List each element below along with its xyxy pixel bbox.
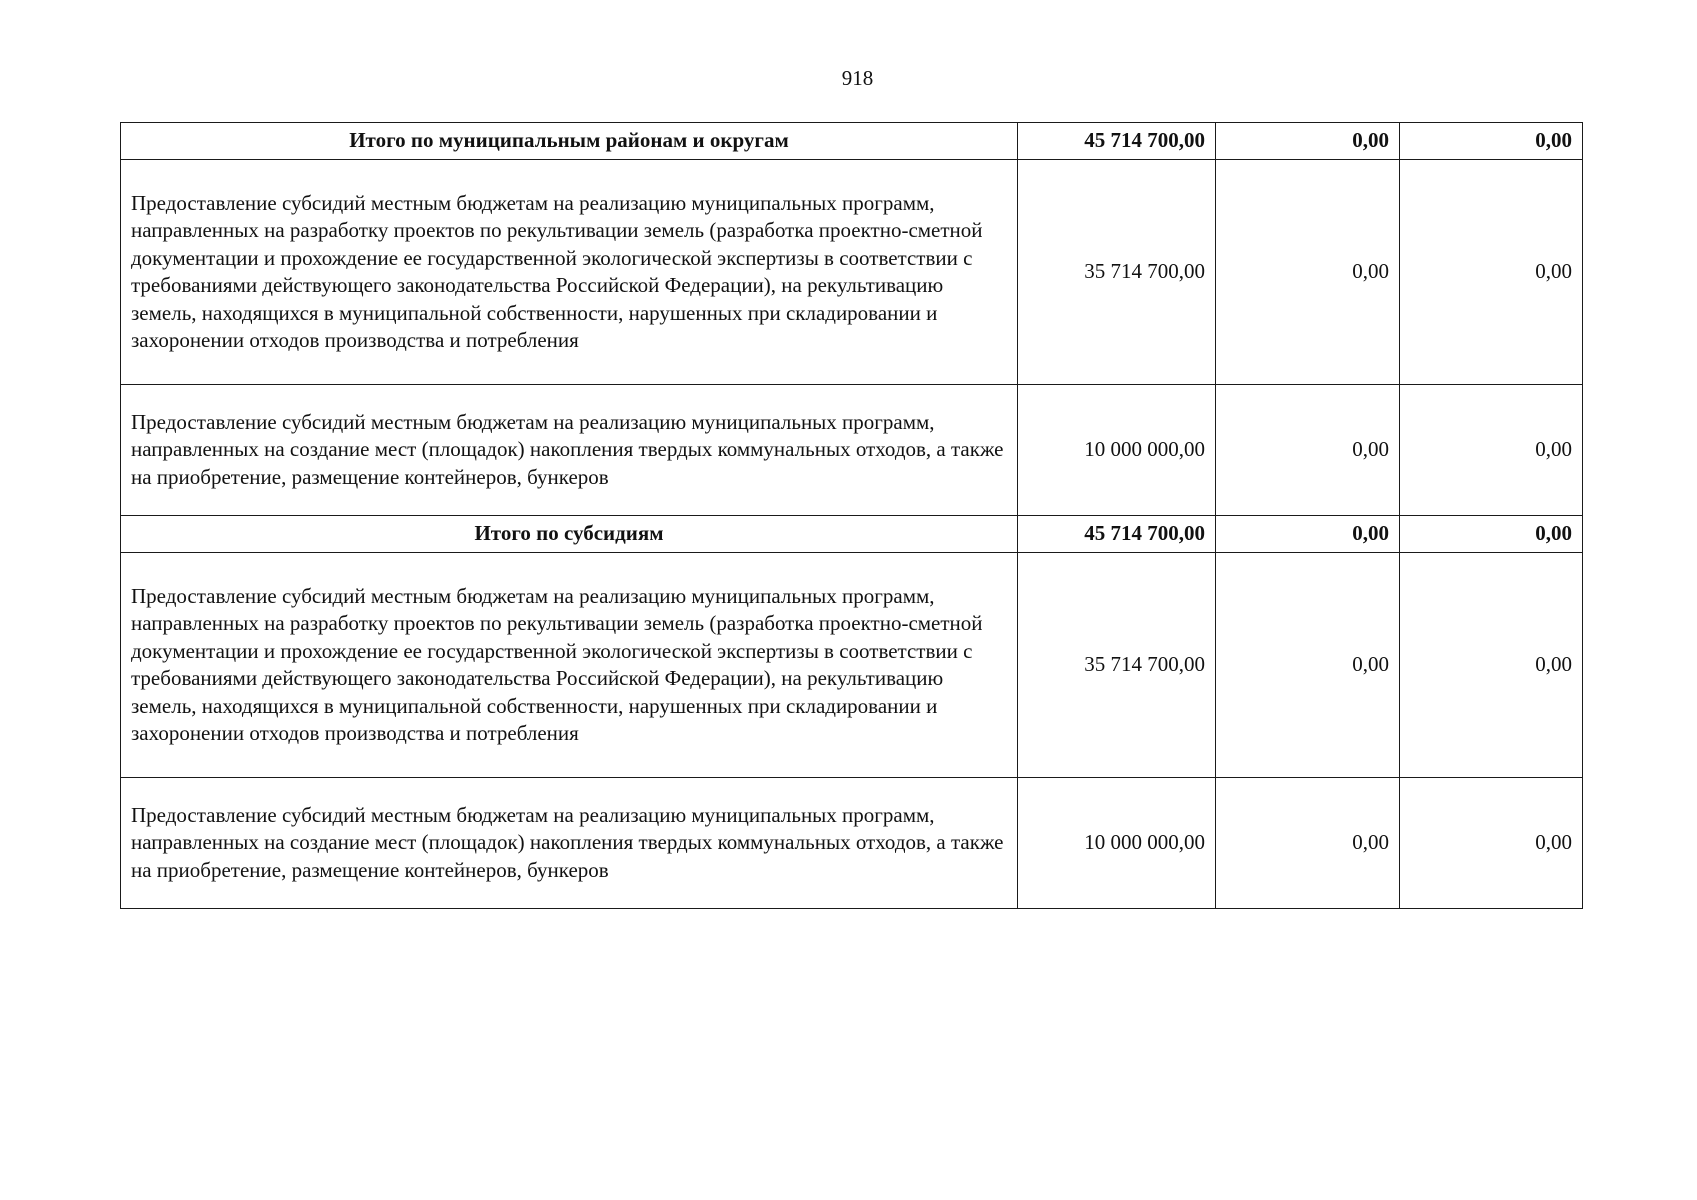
table-row [121,160,1583,385]
row-value-3: 0,00 [1400,778,1583,909]
table-row-total [121,123,1583,160]
table-row-total [121,516,1583,553]
row-value-3: 0,00 [1400,553,1583,778]
row-value-1: 35 714 700,00 [1018,160,1216,385]
row-value-2: 0,00 [1216,553,1400,778]
row-value-3: 0,00 [1400,516,1583,553]
row-value-1: 45 714 700,00 [1018,516,1216,553]
row-description: Предоставление субсидий местным бюджетам на реализацию муниципальных программ, направленных на разработку проектов по рекультивации земель (разработка проектно-сметной документации и прохождение ее государственной экологической экспертизы в соответствии с требованиями действующего законодательства Российской Федерации), на рекультивацию земель, находящихся в муниципальной собственности, нарушенных при складировании и захоронении отходов производства и потребления [121,553,1018,778]
row-value-2: 0,00 [1216,385,1400,516]
row-value-1: 35 714 700,00 [1018,553,1216,778]
row-value-2: 0,00 [1216,778,1400,909]
row-value-2: 0,00 [1216,123,1400,160]
row-value-3: 0,00 [1400,160,1583,385]
table-row [121,553,1583,778]
row-value-2: 0,00 [1216,160,1400,385]
row-description: Итого по субсидиям [121,516,1018,553]
row-description: Итого по муниципальным районам и округам [121,123,1018,160]
row-value-2: 0,00 [1216,516,1400,553]
row-value-1: 10 000 000,00 [1018,385,1216,516]
row-value-3: 0,00 [1400,123,1583,160]
budget-table [120,122,1583,909]
row-description: Предоставление субсидий местным бюджетам на реализацию муниципальных программ, направленных на разработку проектов по рекультивации земель (разработка проектно-сметной документации и прохождение ее государственной экологической экспертизы в соответствии с требованиями действующего законодательства Российской Федерации), на рекультивацию земель, находящихся в муниципальной собственности, нарушенных при складировании и захоронении отходов производства и потребления [121,160,1018,385]
table-row [121,385,1583,516]
page-number: 918 [841,66,874,90]
row-value-1: 10 000 000,00 [1018,778,1216,909]
row-description: Предоставление субсидий местным бюджетам на реализацию муниципальных программ, направленных на создание мест (площадок) накопления твердых коммунальных отходов, а также на приобретение, размещение контейнеров, бункеров [121,778,1018,909]
table-row [121,778,1583,909]
row-value-3: 0,00 [1400,385,1583,516]
row-description: Предоставление субсидий местным бюджетам на реализацию муниципальных программ, направленных на создание мест (площадок) накопления твердых коммунальных отходов, а также на приобретение, размещение контейнеров, бункеров [121,385,1018,516]
row-value-1: 45 714 700,00 [1018,123,1216,160]
